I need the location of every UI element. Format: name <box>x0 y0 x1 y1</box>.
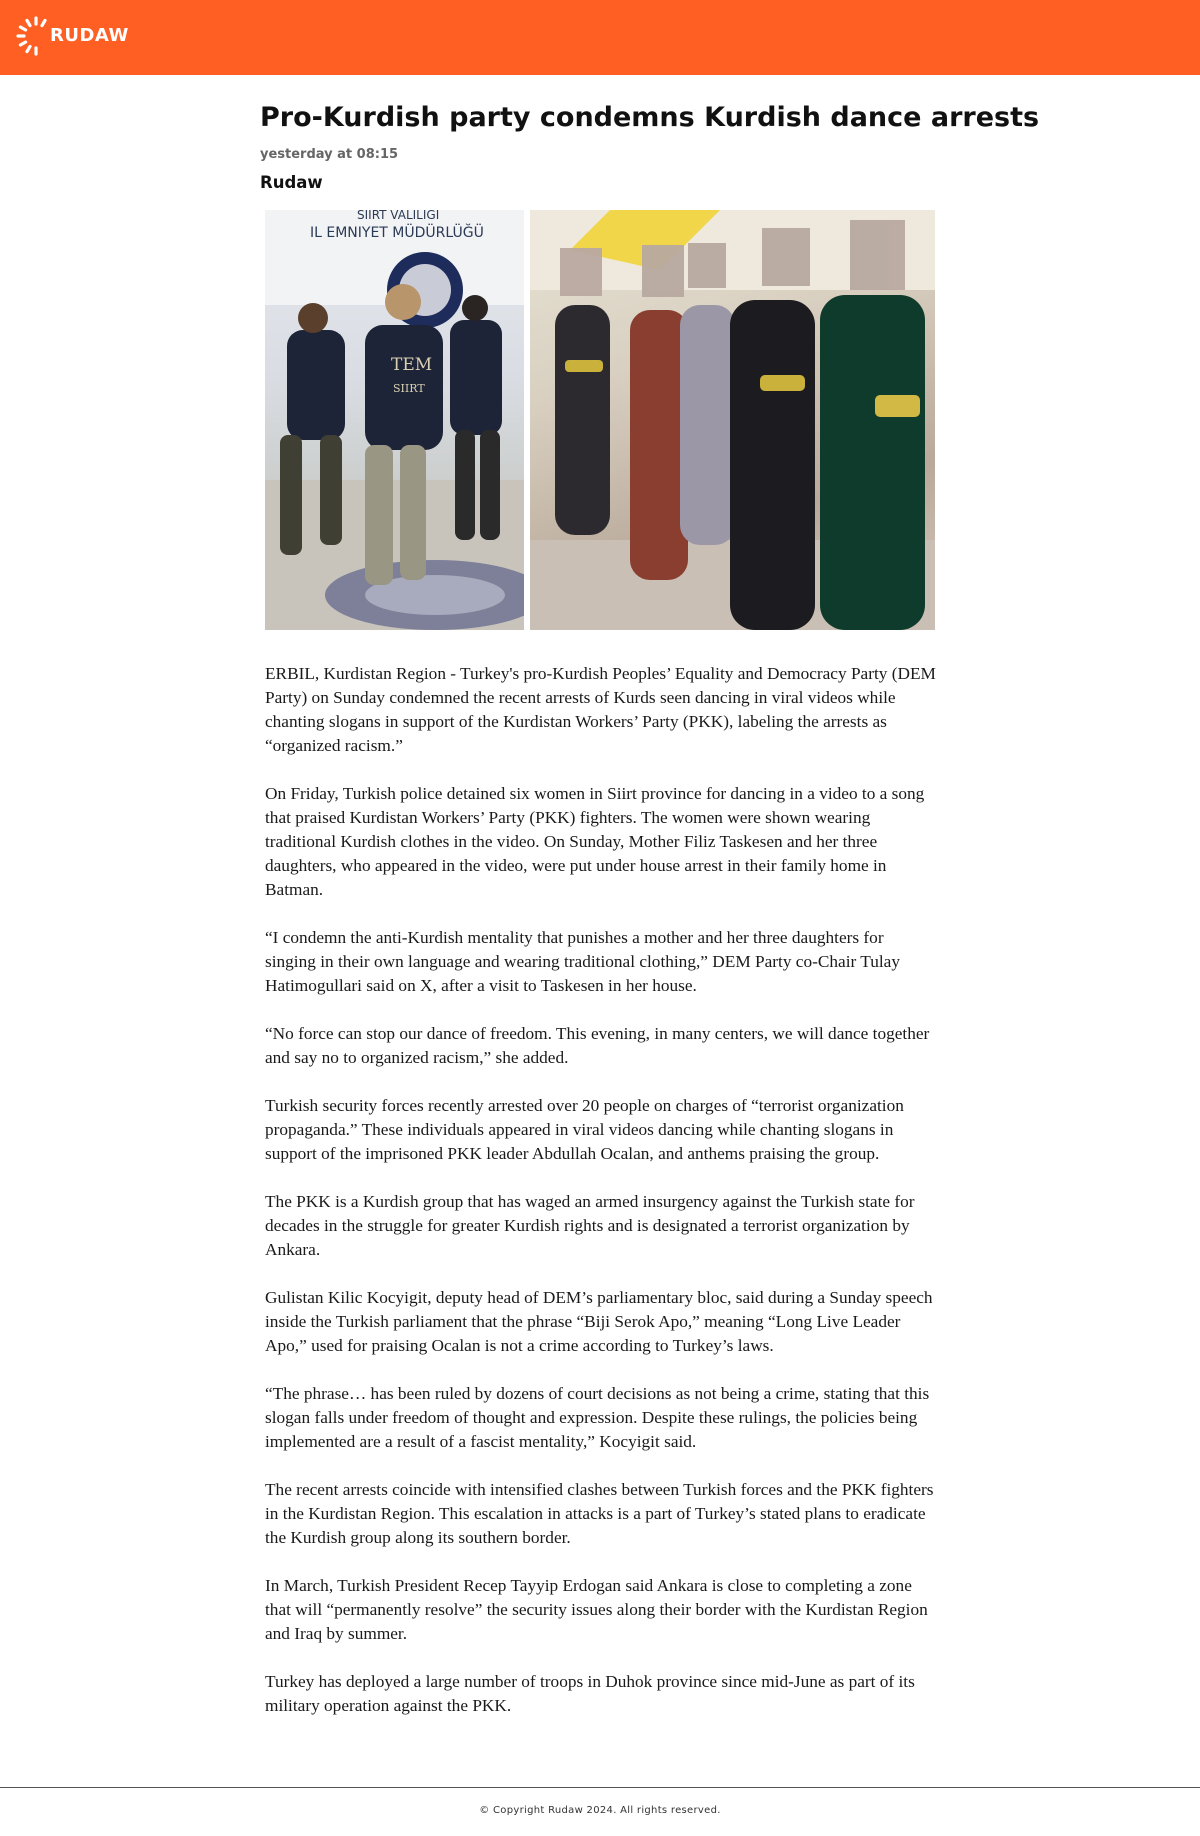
dancers-photo <box>530 210 935 630</box>
author-name: Rudaw <box>260 173 323 192</box>
footer-divider <box>0 1787 1200 1788</box>
rudaw-logo[interactable] <box>14 13 129 58</box>
publish-date: yesterday at 08:15 <box>260 147 399 162</box>
hero-image <box>265 210 935 630</box>
vest-text-siirt: SIIRT <box>393 382 425 395</box>
paragraph: On Friday, Turkish police detained six women in Siirt province for dancing in a video to a song that praised Kurdistan Workers’ Party (PKK) fighters. The women were shown wearing traditional Kurdish clothes in the video. On Sunday, Mother Filiz Taskesen and her three daughters, who appeared in the video, were put under house arrest in their family home in Batman. <box>265 784 925 899</box>
copyright-text: © Copyright Rudaw 2024. All rights reserved. <box>479 1805 721 1816</box>
paragraph: The PKK is a Kurdish group that has waged an armed insurgency against the Turkish state for decades in the struggle for greater Kurdish rights and is designated a terrorist organization by Ankara. <box>265 1192 915 1259</box>
paragraph: The recent arrests coincide with intensified clashes between Turkish forces and the PKK fighters in the Kurdistan Region. This escalation in attacks is a part of Turkey’s stated plans to eradicate the Kurdish group along its southern border. <box>265 1480 934 1547</box>
site-header <box>0 0 1200 75</box>
sign-text-line1: SIIRT VALILIGI <box>357 210 440 222</box>
paragraph: ERBIL, Kurdistan Region - Turkey's pro-Kurdish Peoples’ Equality and Democracy Party (DEM Party) on Sunday condemned the recent arrests of Kurds seen dancing in viral videos while chanting slogans in support of the Kurdistan Workers’ Party (PKK), labeling the arrests as “organized racism.” <box>265 664 936 755</box>
sign-text-line2: IL EMNIYET MÜDÜRLÜĞÜ <box>310 225 484 241</box>
site-footer <box>0 1805 1200 1816</box>
paragraph: “The phrase… has been ruled by dozens of court decisions as not being a crime, stating that this slogan falls under freedom of thought and expression. Despite these rulings, the policies being implemented are a result of a fascist mentality,” Kocyigit said. <box>265 1384 930 1451</box>
paragraph: Turkish security forces recently arrested over 20 people on charges of “terrorist organization propaganda.” These individuals appeared in viral videos dancing while chanting slogans in support of the imprisoned PKK leader Abdullah Ocalan, and anthems praising the group. <box>265 1096 904 1163</box>
article <box>260 75 1040 1715</box>
paragraph: “I condemn the anti-Kurdish mentality that punishes a mother and her three daughters for singing in their own language and wearing traditional clothing,” DEM Party co-Chair Tulay Hatimogullari said on X, after a visit to Taskesen in her house. <box>265 928 900 995</box>
paragraph: In March, Turkish President Recep Tayyip Erdogan said Ankara is close to completing a zone that will “permanently resolve” the security issues along their border with the Kurdistan Region and Iraq by summer. <box>265 1576 928 1643</box>
vest-text-tem: TEM <box>391 355 433 375</box>
paragraph: Gulistan Kilic Kocyigit, deputy head of DEM’s parliamentary bloc, said during a Sunday speech inside the Turkish parliament that the phrase “Biji Serok Apo,” meaning “Long Live Leader Apo,” used for praising Ocalan is not a crime according to Turkey’s laws. <box>265 1288 933 1355</box>
police-photo <box>265 210 524 630</box>
brand-name: RUDAW <box>50 25 129 46</box>
article-title: Pro-Kurdish party condemns Kurdish dance arrests <box>260 102 1040 133</box>
article-body <box>265 662 937 1742</box>
paragraph: Turkey has deployed a large number of troops in Duhok province since mid-June as part of its military operation against the PKK. <box>265 1672 915 1715</box>
paragraph: “No force can stop our dance of freedom. This evening, in many centers, we will dance together and say no to organized racism,” she added. <box>265 1024 930 1067</box>
